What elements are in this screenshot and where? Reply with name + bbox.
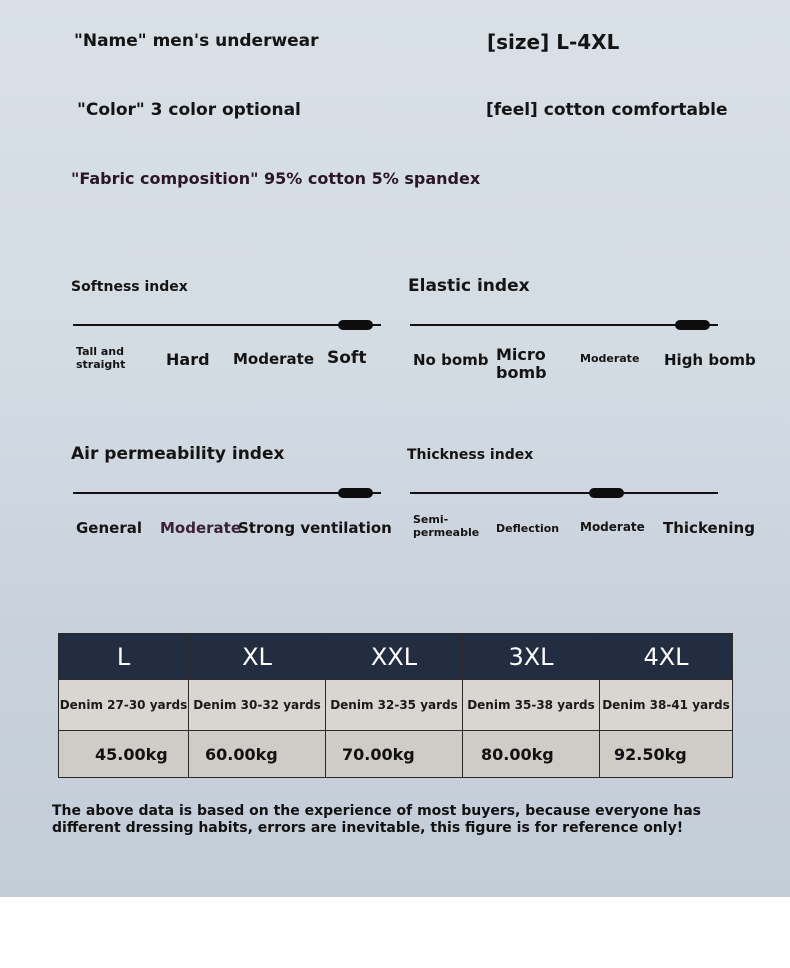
elastic-label-high-bomb: High bomb [664,351,756,369]
size-header-cell: XXL [326,634,463,680]
weight-cell: 80.00kg [463,731,600,778]
air-index-title: Air permeability index [71,444,285,464]
weight-cell: 92.50kg [600,731,733,778]
spec-size: [size] L-4XL [487,30,620,54]
size-header-row [59,634,733,680]
air-label-general: General [76,519,142,537]
spec-color: "Color" 3 color optional [77,100,301,120]
fabric-cell: Denim 35-38 yards [463,680,600,731]
softness-label-moderate: Moderate [233,350,315,368]
size-header-cell: L [59,634,189,680]
weight-cell: 60.00kg [189,731,326,778]
thickness-label-moderate: Moderate [580,520,645,534]
weight-cell: 70.00kg [326,731,463,778]
spec-name: "Name" men's underwear [74,31,319,51]
elastic-label-micro-bomb: Micro bomb [496,345,547,383]
softness-index-knob [338,320,373,330]
softness-label-soft: Soft [327,348,367,368]
thickness-label-semi: Semi-permeable [413,513,480,539]
air-label-moderate: Moderate [160,519,242,537]
thickness-label-deflection: Deflection [496,522,560,535]
fabric-cell: Denim 32-35 yards [326,680,463,731]
size-table [58,633,733,778]
elastic-index-knob [675,320,710,330]
weight-cell: 45.00kg [59,731,189,778]
elastic-label-moderate: Moderate [580,352,640,365]
fabric-row [59,680,733,731]
softness-label-hard: Hard [166,350,210,369]
thickness-index-title: Thickness index [407,447,534,463]
fabric-cell: Denim 38-41 yards [600,680,733,731]
thickness-index-knob [589,488,624,498]
softness-index-track [73,324,381,326]
air-index-track [73,492,381,494]
elastic-label-no-bomb: No bomb [413,351,489,369]
softness-label-tall: Tall and straight [76,345,126,371]
softness-index-title: Softness index [71,279,188,295]
elastic-index-track [410,324,718,326]
disclaimer-note: The above data is based on the experience of most buyers, because everyone has different dressing habits, errors are inevitable, this figure is for reference only! [52,803,702,836]
spec-feel: [feel] cotton comfortable [486,100,728,120]
elastic-index-title: Elastic index [408,276,530,296]
size-header-cell: 4XL [600,634,733,680]
fabric-cell: Denim 30-32 yards [189,680,326,731]
spec-fabric: "Fabric composition" 95% cotton 5% spandex [71,169,481,188]
thickness-index-track [410,492,718,494]
thickness-label-thickening: Thickening [663,519,755,537]
fabric-cell: Denim 27-30 yards [59,680,189,731]
size-header-cell: 3XL [463,634,600,680]
air-label-strong: Strong ventilation [238,519,392,537]
weight-row [59,731,733,778]
size-header-cell: XL [189,634,326,680]
air-index-knob [338,488,373,498]
